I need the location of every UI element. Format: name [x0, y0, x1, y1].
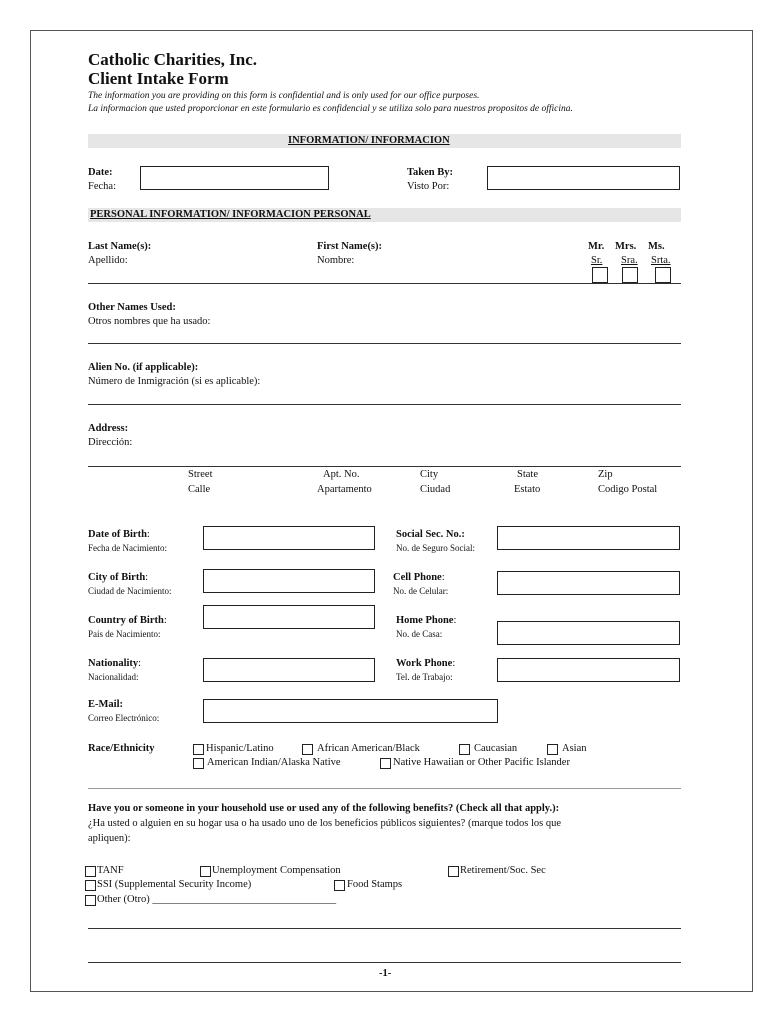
last-name-label-es: Apellido: — [88, 255, 128, 266]
race-pacific-islander-label: Native Hawaiian or Other Pacific Islander — [393, 757, 570, 768]
address-city-es: Ciudad — [420, 484, 451, 495]
address-zip-es: Codigo Postal — [598, 484, 658, 495]
address-label-es: Dirección: — [88, 437, 133, 448]
alien-no-line[interactable] — [88, 404, 681, 405]
race-american-indian-label: American Indian/Alaska Native — [207, 757, 341, 768]
address-zip: Zip — [598, 469, 613, 480]
title-sra: Sra. — [621, 255, 638, 266]
dob-label: Date of Birth: — [88, 529, 150, 540]
benefit-ssi-label: SSI (Supplemental Security Income) — [97, 879, 252, 890]
page-number: -1- — [379, 968, 392, 979]
city-birth-field[interactable] — [203, 569, 375, 593]
work-phone-label-es: Tel. de Trabajo: — [396, 672, 453, 682]
race-asian-label: Asian — [562, 743, 587, 754]
confidential-note-en: The information you are providing on this form is confidential and is only used for our office purposes. — [88, 91, 480, 101]
ssn-label: Social Sec. No.: — [396, 529, 465, 540]
city-birth-label-es: Ciudad de Nacimiento: — [88, 586, 172, 596]
title-ms-checkbox[interactable] — [655, 267, 671, 283]
other-names-line[interactable] — [88, 343, 681, 344]
address-state: State — [517, 469, 538, 480]
benefit-other-label: Other (Otro) ___________________________________ — [97, 894, 337, 905]
country-birth-field[interactable] — [203, 605, 375, 629]
work-phone-label: Work Phone: — [396, 658, 456, 669]
home-phone-label-text: Home Phone — [396, 615, 454, 626]
date-label: Date: — [88, 167, 113, 178]
address-apt-es: Apartamento — [317, 484, 372, 495]
title-mrs: Mrs. — [615, 241, 637, 252]
country-birth-label-es: País de Nacimiento: — [88, 629, 161, 639]
race-label: Race/Ethnicity — [88, 743, 155, 754]
divider — [88, 788, 681, 789]
title-ms: Ms. — [648, 241, 665, 252]
benefit-tanf-label: TANF — [97, 865, 124, 876]
nationality-field[interactable] — [203, 658, 375, 682]
nationality-label-es: Nacionalidad: — [88, 672, 139, 682]
home-phone-label: Home Phone: — [396, 615, 457, 626]
org-name: Catholic Charities, Inc. — [88, 50, 258, 69]
date-field[interactable] — [140, 166, 329, 190]
taken-by-field[interactable] — [487, 166, 680, 190]
bottom-line — [88, 928, 681, 929]
cell-phone-field[interactable] — [497, 571, 680, 595]
dob-label-es: Fecha de Nacimiento: — [88, 543, 167, 553]
information-heading: INFORMATION/ INFORMACION — [288, 135, 450, 146]
race-asian-checkbox[interactable] — [547, 744, 558, 755]
race-pacific-islander-checkbox[interactable] — [380, 758, 391, 769]
address-street: Street — [188, 469, 213, 480]
name-line[interactable] — [88, 283, 681, 284]
email-field[interactable] — [203, 699, 498, 723]
benefit-other-checkbox[interactable] — [85, 895, 96, 906]
race-african-american-checkbox[interactable] — [302, 744, 313, 755]
race-american-indian-checkbox[interactable] — [193, 758, 204, 769]
form-title: Client Intake Form — [88, 69, 229, 88]
first-name-label: First Name(s): — [317, 241, 383, 252]
country-birth-label: Country of Birth: — [88, 615, 167, 626]
dob-label-text: Date of Birth — [88, 529, 147, 540]
address-line[interactable] — [88, 466, 681, 467]
work-phone-field[interactable] — [497, 658, 680, 682]
home-phone-label-es: No. de Casa: — [396, 629, 443, 639]
alien-no-label: Alien No. (if applicable): — [88, 362, 199, 373]
benefit-tanf-checkbox[interactable] — [85, 866, 96, 877]
cell-phone-label-text: Cell Phone — [393, 572, 442, 583]
ssn-field[interactable] — [497, 526, 680, 550]
nationality-label: Nationality: — [88, 658, 142, 669]
benefit-unemployment-checkbox[interactable] — [200, 866, 211, 877]
benefit-retirement-label: Retirement/Soc. Sec — [460, 865, 546, 876]
address-apt: Apt. No. — [323, 469, 360, 480]
work-phone-label-text: Work Phone — [396, 658, 453, 669]
taken-by-label-es: Visto Por: — [407, 181, 450, 192]
alien-no-label-es: Número de Inmigración (si es aplicable): — [88, 376, 261, 387]
benefit-food-stamps-label: Food Stamps — [347, 879, 403, 890]
benefits-question-es: ¿Ha usted o alguien en su hogar usa o ha usado uno de los beneficios públicos siguientes? (marque todos los que — [88, 818, 561, 829]
taken-by-label: Taken By: — [407, 167, 454, 178]
benefit-ssi-checkbox[interactable] — [85, 880, 96, 891]
nationality-label-text: Nationality — [88, 658, 139, 669]
race-african-american-label: African American/Black — [317, 743, 420, 754]
date-label-es: Fecha: — [88, 181, 116, 192]
first-name-label-es: Nombre: — [317, 255, 355, 266]
title-mr-checkbox[interactable] — [592, 267, 608, 283]
address-city: City — [420, 469, 439, 480]
title-sr: Sr. — [591, 255, 603, 266]
email-label-es: Correo Electrónico: — [88, 713, 160, 723]
race-hispanic-label: Hispanic/Latino — [206, 743, 274, 754]
benefits-question-es-2: apliquen): — [88, 833, 131, 844]
other-names-label: Other Names Used: — [88, 302, 176, 313]
country-birth-label-text: Country of Birth — [88, 615, 164, 626]
cell-phone-label-es: No. de Celular: — [393, 586, 449, 596]
cell-phone-label: Cell Phone: — [393, 572, 445, 583]
city-birth-label: City of Birth: — [88, 572, 149, 583]
title-srta: Srta. — [651, 255, 671, 266]
home-phone-field[interactable] — [497, 621, 680, 645]
personal-heading: PERSONAL INFORMATION/ INFORMACION PERSONAL — [90, 209, 371, 220]
benefits-question: Have you or someone in your household use or used any of the following benefits? (Check all that apply.): — [88, 803, 560, 814]
last-name-label: Last Name(s): — [88, 241, 152, 252]
race-hispanic-checkbox[interactable] — [193, 744, 204, 755]
dob-field[interactable] — [203, 526, 375, 550]
race-caucasian-checkbox[interactable] — [459, 744, 470, 755]
email-label: E-Mail: — [88, 699, 123, 710]
benefit-retirement-checkbox[interactable] — [448, 866, 459, 877]
city-birth-label-text: City of Birth — [88, 572, 146, 583]
title-mrs-checkbox[interactable] — [622, 267, 638, 283]
address-state-es: Estato — [514, 484, 541, 495]
race-caucasian-label: Caucasian — [474, 743, 518, 754]
benefit-food-stamps-checkbox[interactable] — [334, 880, 345, 891]
benefit-unemployment-label: Unemployment Compensation — [212, 865, 341, 876]
address-street-es: Calle — [188, 484, 211, 495]
confidential-note-es: La informacion que usted proporcionar en este formulario es confidencial y se utiliza solo para nuestros propositos de officina. — [88, 104, 573, 114]
other-names-label-es: Otros nombres que ha usado: — [88, 316, 211, 327]
address-label: Address: — [88, 423, 129, 434]
footer-line — [88, 962, 681, 963]
ssn-label-es: No. de Seguro Social: — [396, 543, 475, 553]
title-mr: Mr. — [588, 241, 605, 252]
